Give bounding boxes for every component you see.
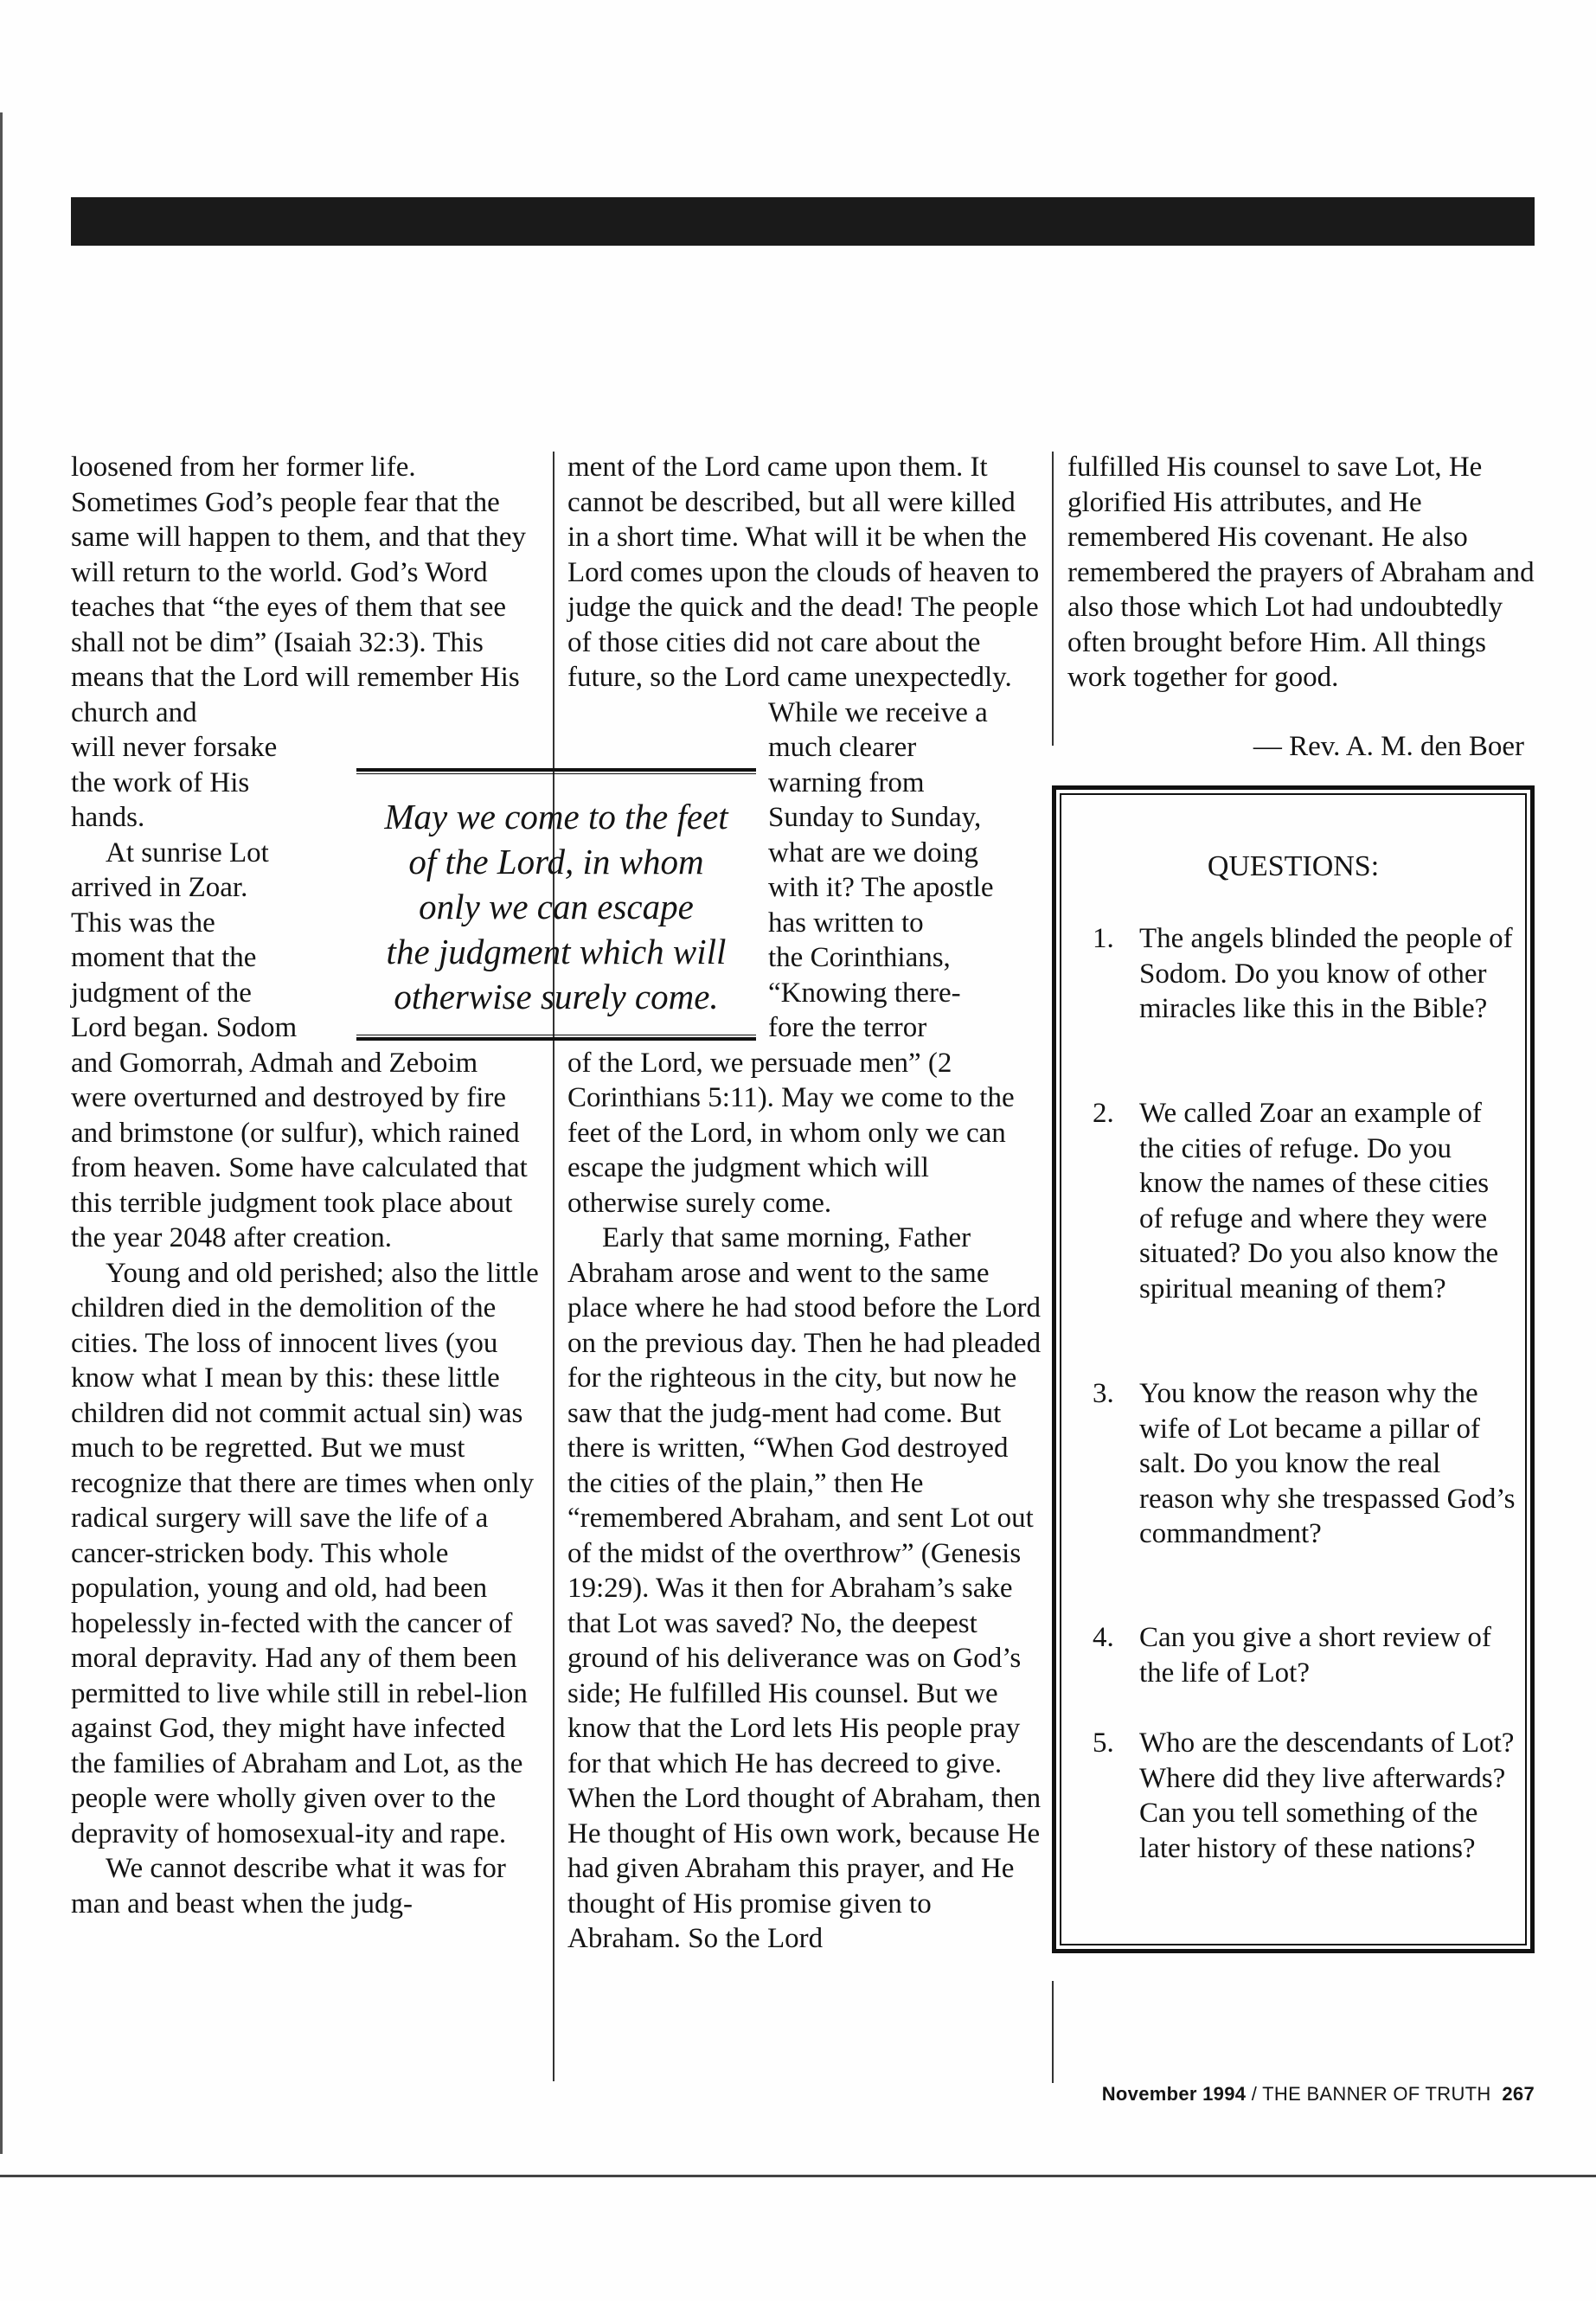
- text-line: Sunday to Sunday,: [768, 802, 982, 833]
- paragraph: ment of the Lord came upon them. It cannot be described, but all were killed in a short time. What will it be when the Lord comes upon the clouds of heaven to judge the quick and the dead! The people of those cities did not care about the future, so the Lord came unexpectedly.: [567, 452, 1040, 693]
- pullquote: [356, 794, 756, 1019]
- questions-title: QUESTIONS:: [1207, 850, 1380, 882]
- issue-date: November 1994: [1101, 2083, 1247, 2105]
- question-number: 1.: [1093, 923, 1114, 954]
- text-line: hands.: [71, 802, 145, 833]
- question-text: We called Zoar an example of the cities of refuge. Do you know the names of these cities of refuge and where they were situated? Do you also know the spiritual meaning of them?: [1139, 1098, 1499, 1304]
- questions-box: [1052, 785, 1535, 1953]
- text-line: and Gomorrah,: [71, 1047, 244, 1079]
- text-line: fore the terror: [768, 1012, 927, 1043]
- question-item: [1093, 921, 1516, 1027]
- header-bar: [71, 197, 1535, 246]
- paragraph: of the Lord, we persuade men” (2 Corinthians 5:11). May we come to the feet of the Lord, in whom only we can escape the judgment which will otherwise surely come.: [567, 1047, 1015, 1219]
- column-rule: [1052, 1981, 1054, 2083]
- text-line: much clearer: [768, 732, 917, 763]
- column-rule: [1052, 452, 1054, 746]
- question-item: [1093, 1096, 1516, 1306]
- text-line: the Corinthians,: [768, 942, 951, 973]
- article-column-3: [1067, 450, 1535, 695]
- text-line: will never forsake: [71, 732, 278, 763]
- scan-left-edge: [0, 112, 3, 2154]
- pullquote-line: only we can escape: [419, 887, 694, 926]
- text-line: This was the: [71, 907, 215, 939]
- pullquote-line: of the Lord, in whom: [408, 842, 704, 881]
- text-line: judgment of the: [71, 977, 252, 1009]
- text-line: moment that the: [71, 942, 257, 973]
- column-rule: [553, 452, 554, 2081]
- question-number: 2.: [1093, 1098, 1114, 1129]
- article-column-2: [567, 450, 1042, 1957]
- author-signature: — Rev. A. M. den Boer: [1253, 731, 1524, 762]
- magazine-name: THE BANNER OF TRUTH: [1262, 2083, 1491, 2105]
- paragraph: loosened from her former life. Sometimes God’s people fear that the same will happen to them, and that they will return to the world. God’s Word teaches that “the eyes of them that see shall not be dim” (Isaiah 32:3). This means that the Lord will remember His church and: [71, 452, 527, 728]
- text-line: Lord began. Sodom: [71, 1012, 298, 1043]
- question-text: Who are the descendants of Lot? Where did they live afterwards? Can you tell something of the later history of these nations?: [1139, 1727, 1515, 1864]
- question-item: [1093, 1726, 1516, 1866]
- question-item: [1093, 1376, 1516, 1552]
- paragraph: We cannot describe what it was for man and beast when the judg-: [71, 1853, 506, 1920]
- text-line: what are we doing: [768, 836, 978, 868]
- paragraph: Young and old perished; also the little children died in the demolition of the cities. The loss of innocent lives (you know what I mean by this: these little children did not commit actual sin) was much to be regretted. But we must recognize that there are times when only radical surgery will save the life of a cancer-stricken body. This whole population, young and old, had been hopelessly in-fected with the cancer of moral depravity. Had any of them been permitted to live while still in rebel-lion against God, they might have infected the families of Abraham and Lot, as the people were wholly given over to the depravity of homosexual-ity and rape.: [71, 1257, 539, 1849]
- question-number: 3.: [1093, 1378, 1114, 1409]
- paragraph: Early that same morning, Father Abraham arose and went to the same place where he had stood before the Lord on the previous day. Then he had pleaded for the righteous in the city, but now he saw that the judg-ment had come. But there is written, “When God destroyed the cities of the plain,” then He “remembered Abraham, and sent Lot out of the midst of the overthrow” (Genesis 19:29). Was it then for Abraham’s sake that Lot was saved? No, the deepest ground of his deliverance was on God’s side; He fulfilled His counsel. But we know that the Lord lets His people pray for that which He has decreed to give. When the Lord thought of Abraham, then He thought of His own work, because He had given Abraham this prayer, and He thought of His promise given to Abraham. So the Lord: [567, 1222, 1042, 1954]
- scan-bottom-edge: [0, 2175, 1596, 2177]
- text-line: has written to: [768, 907, 924, 939]
- text-line: with it? The apostle: [768, 872, 994, 903]
- pullquote-line: otherwise surely come.: [394, 977, 719, 1016]
- question-item: [1093, 1620, 1516, 1690]
- question-text: Can you give a short review of the life of Lot?: [1139, 1622, 1491, 1689]
- text-line: warning from: [768, 766, 925, 798]
- pullquote-line: the judgment which will: [386, 932, 727, 971]
- article-column-1: [71, 450, 540, 1921]
- page-footer: [1064, 2083, 1535, 2106]
- page-number: 267: [1502, 2083, 1535, 2105]
- question-number: 5.: [1093, 1727, 1114, 1759]
- questions-box-inner: [1060, 793, 1527, 1945]
- question-text: You know the reason why the wife of Lot became a pillar of salt. Do you know the real reason why she trespassed God’s commandment?: [1139, 1378, 1516, 1549]
- text-line: “Knowing there-: [768, 977, 961, 1009]
- pullquote-rule-top: [356, 768, 756, 774]
- pullquote-line: May we come to the feet: [384, 797, 728, 836]
- paragraph: fulfilled His counsel to save Lot, He glorified His attributes, and He remembered His covenant. He also remembered the prayers of Abraham and also those which Lot had undoubtedly often brought before Him. All things work together for good.: [1067, 452, 1535, 693]
- pullquote-rule-bottom: [356, 1035, 756, 1041]
- text-line: While we receive a: [768, 696, 988, 728]
- text-run: Admah and Zeboim were overturned and destroyed by fire and brimstone (or sulfur), which rained from heaven. Some have calculated that this terrible judgment took place about the year 2048 after creation.: [71, 1047, 528, 1253]
- footer-separator: /: [1246, 2083, 1263, 2105]
- text-line: At sunrise Lot: [106, 836, 269, 868]
- text-line: arrived in Zoar.: [71, 872, 248, 903]
- question-number: 4.: [1093, 1622, 1114, 1653]
- question-text: The angels blinded the people of Sodom. Do you know of other miracles like this in the Bible?: [1139, 923, 1513, 1024]
- text-line: the work of His: [71, 766, 250, 798]
